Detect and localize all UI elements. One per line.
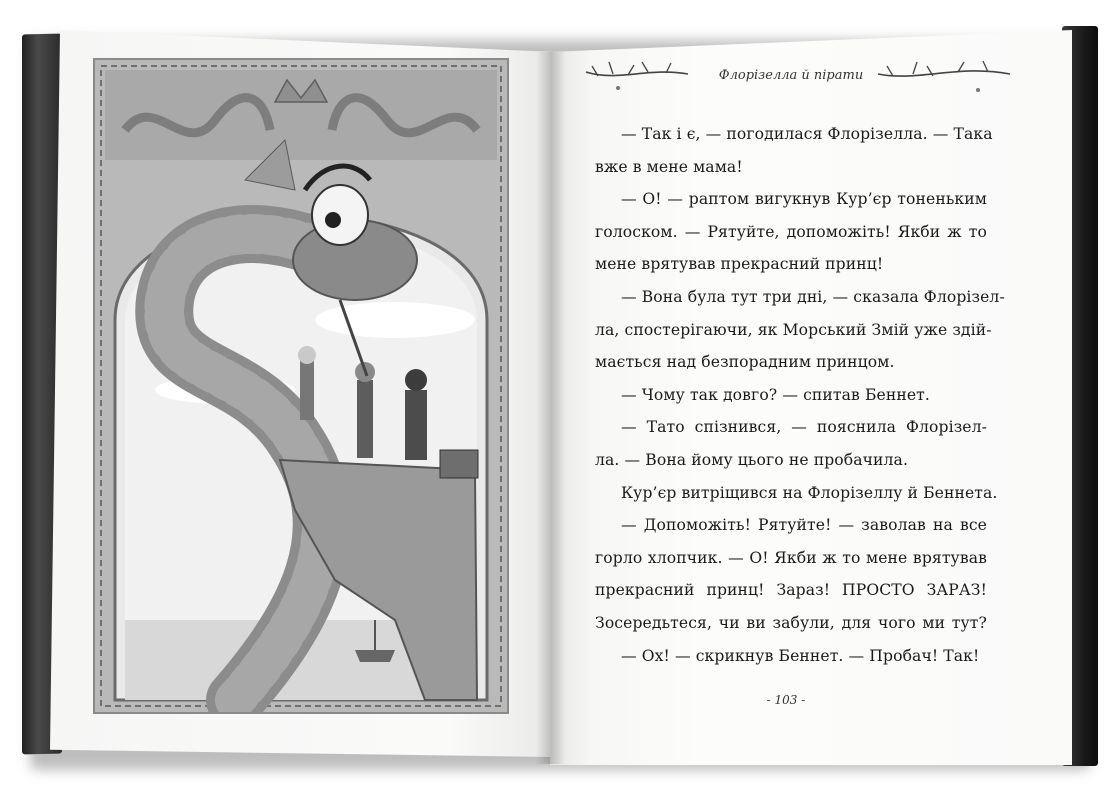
running-header-title: Флорізелла й пірати: [718, 68, 864, 83]
text-line: Кур’єр витріщився на Флорізеллу й Беннета.: [621, 483, 998, 502]
text-line: — Ох! — скрикнув Беннет. — Пробач! Так!: [621, 646, 980, 665]
text-line: горло хлопчик. — О! Якби ж то мене врятував: [595, 548, 987, 567]
text-line: голоском. — Рятуйте, допоможіть! Якби ж то: [595, 222, 987, 241]
text-line: — Допоможіть! Рятуйте! — заволав на все: [621, 516, 987, 535]
book-gutter: [536, 52, 566, 764]
text-line: — Так і є, — погодилася Флорізелла. — Така: [621, 125, 993, 143]
page-number: - 103 -: [766, 693, 806, 707]
text-line: вже в мене мама!: [595, 157, 743, 176]
text-line: прекрасний принц! Зараз! ПРОСТО ЗАРАЗ!: [595, 581, 987, 600]
text-line: мене врятував прекрасний принц!: [595, 255, 884, 274]
page-text: [595, 118, 1005, 672]
text-line: — Чому так довго? — спитав Беннет.: [621, 385, 930, 404]
text-line: Зосередьтеся, чи ви забули, для чого ми тут?: [595, 613, 987, 632]
sea-serpent-illustration-icon: [95, 60, 507, 712]
text-line: — Вона була тут три дні, — сказала Флорізел-: [621, 287, 1005, 306]
text-line: — Тато спізнився, — пояснила Флорізел-: [621, 418, 987, 437]
text-line: мається над безпорадним принцом.: [595, 353, 895, 372]
text-line: ла, спостерігаючи, як Морський Змій уже здій-: [595, 320, 992, 339]
sea-serpent-illustration: [93, 58, 509, 714]
text-line: ла. — Вона йому цього не пробачила.: [595, 450, 909, 469]
text-line: — О! — раптом вигукнув Кур’єр тоненьким: [621, 190, 987, 209]
